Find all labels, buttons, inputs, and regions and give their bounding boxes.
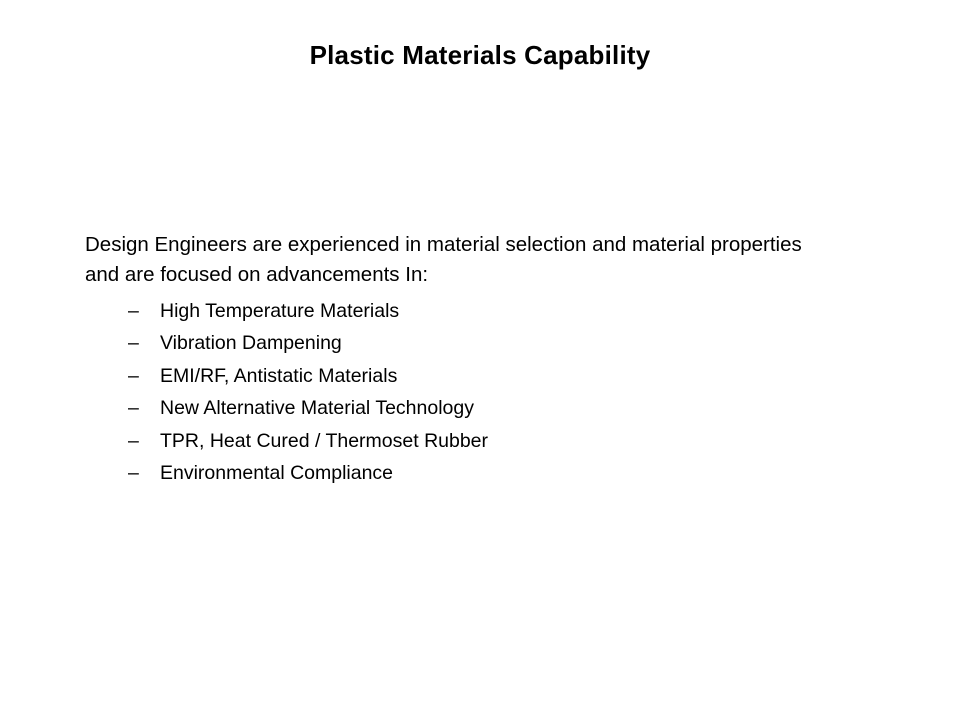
list-item-label: TPR, Heat Cured / Thermoset Rubber bbox=[160, 429, 489, 452]
list-item bbox=[128, 360, 875, 393]
list-item-label: Vibration Dampening bbox=[160, 332, 342, 355]
list-item-label: New Alternative Material Technology bbox=[160, 397, 474, 420]
dash-bullet-icon: – bbox=[128, 429, 139, 452]
dash-bullet-icon: – bbox=[128, 299, 139, 322]
list-item bbox=[128, 393, 875, 426]
list-item bbox=[128, 458, 875, 491]
slide-body bbox=[85, 230, 875, 490]
dash-bullet-icon: – bbox=[128, 332, 139, 355]
list-item bbox=[128, 328, 875, 361]
intro-paragraph: Design Engineers are experienced in material selection and material properties and are focused on advancements In: bbox=[85, 233, 802, 286]
dash-bullet-icon: – bbox=[128, 397, 139, 420]
page-title: Plastic Materials Capability bbox=[309, 40, 651, 70]
list-item-label: High Temperature Materials bbox=[160, 299, 400, 322]
list-item bbox=[128, 425, 875, 458]
dash-bullet-icon: – bbox=[128, 462, 139, 485]
list-item bbox=[128, 295, 875, 328]
list-item-label: Environmental Compliance bbox=[160, 462, 394, 485]
bullet-list bbox=[85, 295, 875, 490]
list-item-label: EMI/RF, Antistatic Materials bbox=[160, 364, 398, 387]
dash-bullet-icon: – bbox=[128, 364, 139, 387]
